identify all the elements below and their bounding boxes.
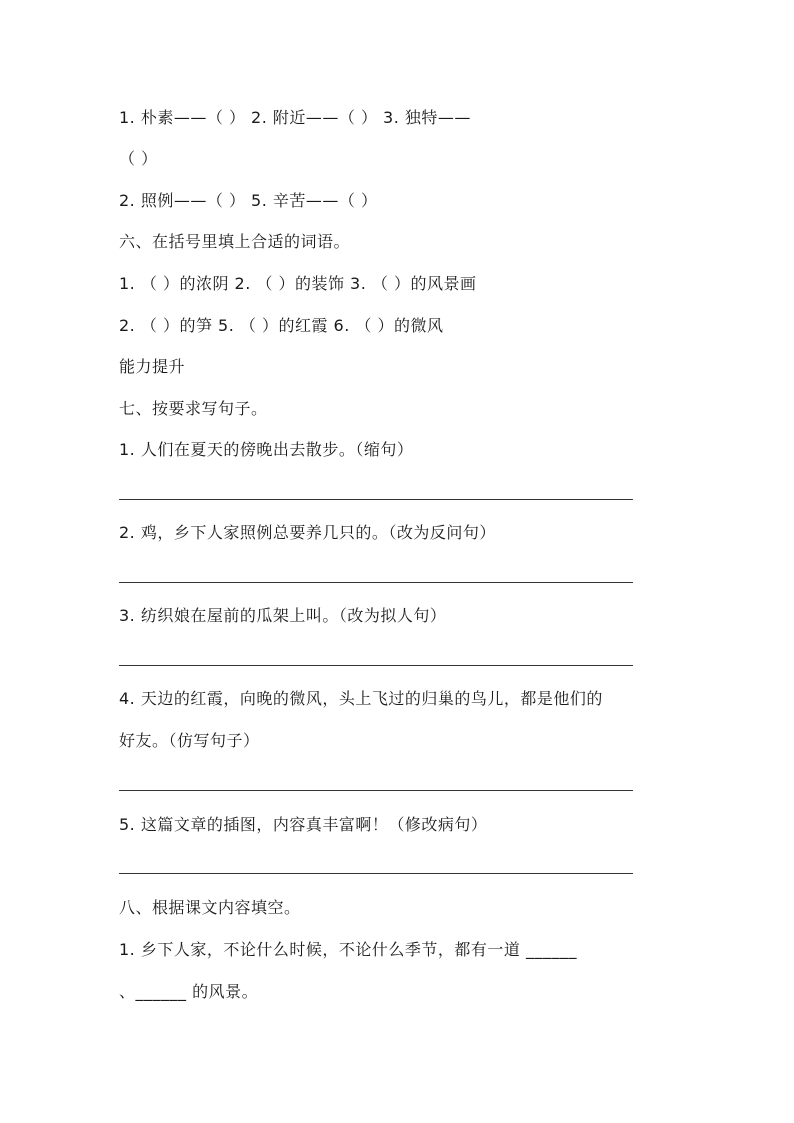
exercise-line: （ ） — [119, 149, 158, 168]
exercise-line: 2. 鸡，乡下人家照例总要养几只的。（改为反问句） — [119, 523, 496, 542]
exercise-line: 3. 纺织娘在屋前的瓜架上叫。（改为拟人句） — [119, 606, 447, 625]
section-heading: 八、根据课文内容填空。 — [119, 898, 301, 917]
answer-line[interactable] — [119, 790, 633, 791]
exercise-line: 2. （ ）的笋 5. （ ）的红霞 6. （ ）的微风 — [119, 316, 444, 335]
answer-line[interactable] — [119, 873, 633, 874]
answer-line[interactable] — [119, 665, 633, 666]
exercise-line: 、______ 的风景。 — [119, 982, 259, 1001]
section-heading: 六、在括号里填上合适的词语。 — [119, 232, 351, 251]
exercise-line: 2. 照例——（ ） 5. 辛苦——（ ） — [119, 191, 378, 210]
exercise-line: 好友。（仿写句子） — [119, 731, 260, 750]
answer-line[interactable] — [119, 582, 633, 583]
section-heading: 七、按要求写句子。 — [119, 399, 268, 418]
answer-line[interactable] — [119, 499, 633, 500]
exercise-line: 1. 人们在夏天的傍晚出去散步。（缩句） — [119, 440, 414, 459]
exercise-line: 5. 这篇文章的插图，内容真丰富啊！（修改病句） — [119, 815, 488, 834]
exercise-line: 1. 朴素——（ ） 2. 附近——（ ） 3. 独特—— — [119, 108, 471, 127]
section-heading: 能力提升 — [119, 357, 186, 376]
exercise-line: 1. 乡下人家，不论什么时候，不论什么季节，都有一道 ______ — [119, 940, 577, 959]
exercise-line: 1. （ ）的浓阴 2. （ ）的装饰 3. （ ）的风景画 — [119, 274, 477, 293]
exercise-line: 4. 天边的红霞，向晚的微风，头上飞过的归巢的鸟儿，都是他们的 — [119, 689, 603, 708]
